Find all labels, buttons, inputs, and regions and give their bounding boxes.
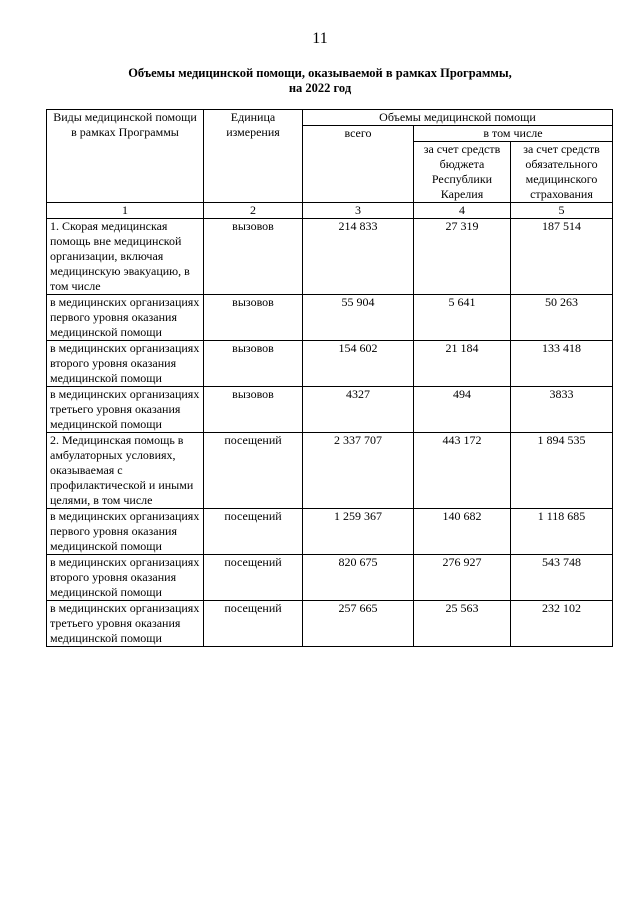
- column-number-row: [47, 203, 613, 219]
- row-budget: 21 184: [414, 341, 511, 387]
- row-oms: 232 102: [511, 601, 613, 647]
- volumes-table: [46, 109, 613, 647]
- row-oms: 1 894 535: [511, 433, 613, 509]
- header-volumes: Объемы медицинской помощи: [303, 110, 613, 126]
- header-care-types: Виды медицинской помощи в рамках Программы: [47, 110, 204, 203]
- row-total: 257 665: [303, 601, 414, 647]
- row-total: 2 337 707: [303, 433, 414, 509]
- row-total: 4327: [303, 387, 414, 433]
- row-oms: 50 263: [511, 295, 613, 341]
- row-unit: посещений: [204, 601, 303, 647]
- table-header: [47, 110, 613, 219]
- table-row: [47, 601, 613, 647]
- row-budget: 25 563: [414, 601, 511, 647]
- table-row: [47, 433, 613, 509]
- page-number: 11: [312, 30, 328, 47]
- row-care-type: в медицинских организациях второго уровня оказания медицинской помощи: [47, 341, 204, 387]
- row-budget: 140 682: [414, 509, 511, 555]
- row-budget: 443 172: [414, 433, 511, 509]
- row-budget: 276 927: [414, 555, 511, 601]
- row-unit: посещений: [204, 555, 303, 601]
- row-care-type: в медицинских организациях третьего уровня оказания медицинской помощи: [47, 387, 204, 433]
- header-budget: за счет средств бюджета Республики Карелия: [414, 142, 511, 203]
- table-row: [47, 387, 613, 433]
- row-care-type: в медицинских организациях первого уровня оказания медицинской помощи: [47, 295, 204, 341]
- row-total: 1 259 367: [303, 509, 414, 555]
- row-care-type: в медицинских организациях первого уровня оказания медицинской помощи: [47, 509, 204, 555]
- page-title: [60, 66, 580, 96]
- row-unit: вызовов: [204, 219, 303, 295]
- row-unit: вызовов: [204, 295, 303, 341]
- column-number: 2: [204, 203, 303, 219]
- row-care-type: в медицинских организациях второго уровня оказания медицинской помощи: [47, 555, 204, 601]
- table-row: [47, 219, 613, 295]
- row-oms: 187 514: [511, 219, 613, 295]
- row-oms: 3833: [511, 387, 613, 433]
- row-unit: посещений: [204, 509, 303, 555]
- row-budget: 5 641: [414, 295, 511, 341]
- header-total: всего: [303, 126, 414, 203]
- row-total: 154 602: [303, 341, 414, 387]
- table-body: [47, 219, 613, 647]
- header-including: в том числе: [414, 126, 613, 142]
- row-care-type: в медицинских организациях третьего уровня оказания медицинской помощи: [47, 601, 204, 647]
- row-budget: 494: [414, 387, 511, 433]
- title-line-2: на 2022 год: [288, 81, 352, 95]
- column-number: 5: [511, 203, 613, 219]
- row-unit: посещений: [204, 433, 303, 509]
- column-number: 1: [47, 203, 204, 219]
- row-total: 55 904: [303, 295, 414, 341]
- header-oms: за счет средств обязательного медицинского страхования: [511, 142, 613, 203]
- table-row: [47, 295, 613, 341]
- table-row: [47, 555, 613, 601]
- column-number: 3: [303, 203, 414, 219]
- row-budget: 27 319: [414, 219, 511, 295]
- column-number: 4: [414, 203, 511, 219]
- row-oms: 133 418: [511, 341, 613, 387]
- row-oms: 543 748: [511, 555, 613, 601]
- row-unit: вызовов: [204, 387, 303, 433]
- table-row: [47, 509, 613, 555]
- row-total: 214 833: [303, 219, 414, 295]
- row-total: 820 675: [303, 555, 414, 601]
- title-line-1: Объемы медицинской помощи, оказываемой в рамках Программы,: [128, 66, 512, 80]
- row-care-type: 1. Скорая медицинская помощь вне медицинской организации, включая медицинскую эвакуацию, в том числе: [47, 219, 204, 295]
- table-row: [47, 341, 613, 387]
- row-oms: 1 118 685: [511, 509, 613, 555]
- header-unit: Единица измерения: [204, 110, 303, 203]
- row-care-type: 2. Медицинская помощь в амбулаторных условиях, оказываемая с профилактической и иными целями, в том числе: [47, 433, 204, 509]
- row-unit: вызовов: [204, 341, 303, 387]
